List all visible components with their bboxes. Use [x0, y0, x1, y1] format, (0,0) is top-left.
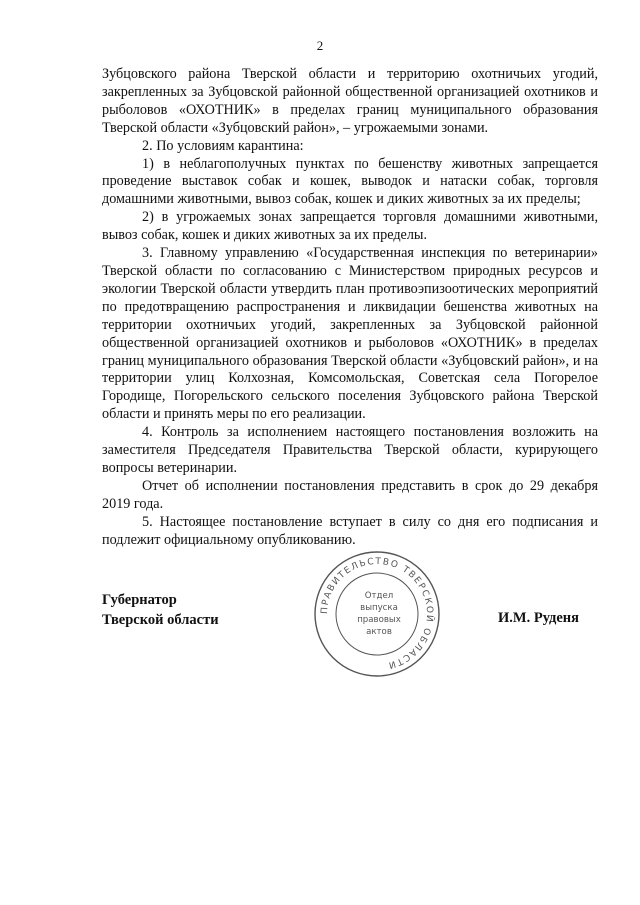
paragraph: 3. Главному управлению «Государственная инспекция по ветеринарии» Тверской области по согласованию с Министерством природных ресурсов и экологии Тверской области утвердить план противоэпизоотических мероприятий по предотвращению распространения и ликвидации бешенства животных на территории охотничьих угодий, закрепленных за Зубцовской районной общественной организацией охотников и рыболовов «ОХОТНИК» в пределах границ муниципального образования Тверской области «Зубцовский район», и на территории улиц Колхозная, Комсомольская, Советская села Погорелое Городище, Погорельского сельского поселения Зубцовского района Тверской области и принять меры по его реализации.	[102, 245, 598, 423]
signatory-title	[102, 590, 219, 630]
paragraph: 5. Настоящее постановление вступает в силу со дня его подписания и подлежит официальному опубликованию.	[102, 513, 598, 548]
stamp-inner-ring	[336, 573, 418, 655]
stamp-outer-ring	[315, 552, 439, 676]
paragraph: 4. Контроль за исполнением настоящего постановления возложить на заместителя Председателя Правительства Тверской области, курирующего вопросы ветеринарии.	[102, 424, 598, 476]
paragraph: Отчет об исполнении постановления представить в срок до 29 декабря 2019 года.	[102, 477, 598, 512]
stamp-center-line: актов	[366, 627, 392, 637]
stamp-center-line: Отдел	[364, 591, 394, 601]
signatory-name: И.М. Руденя	[498, 610, 580, 626]
paragraph: 2. По условиям карантина:	[142, 137, 304, 154]
paragraph: 1) в неблагополучных пунктах по бешенству животных запрещается проведение выставок собак и кошек, выводок и натаски собак, торговля домашними животными, вывоз собак, кошек и диких животных за их пределы;	[102, 155, 598, 208]
paragraph: Зубцовского района Тверской области и территорию охотничьих угодий, закрепленных за Зубцовской районной общественной организацией охотников и рыболовов «ОХОТНИК» в пределах границ муниципального образования Тверской области «Зубцовский район», – угрожаемыми зонами.	[102, 66, 598, 136]
stamp-center-line: выпуска	[360, 603, 398, 613]
paragraph: 2) в угрожаемых зонах запрещается торговля домашними животными, вывоз собак, кошек и диких животных за их пределы.	[102, 209, 598, 244]
stamp-center-line: правовых	[357, 615, 401, 625]
document-body	[102, 66, 598, 549]
official-stamp	[312, 549, 442, 679]
page-number: 2	[316, 38, 324, 53]
signatory-title-line: Тверской области	[102, 612, 219, 628]
stamp-ring-text: ПРАВИТЕЛЬСТВО ТВЕРСКОЙ ОБЛАСТИ	[319, 556, 435, 670]
signatory-title-line: Губернатор	[102, 592, 177, 608]
